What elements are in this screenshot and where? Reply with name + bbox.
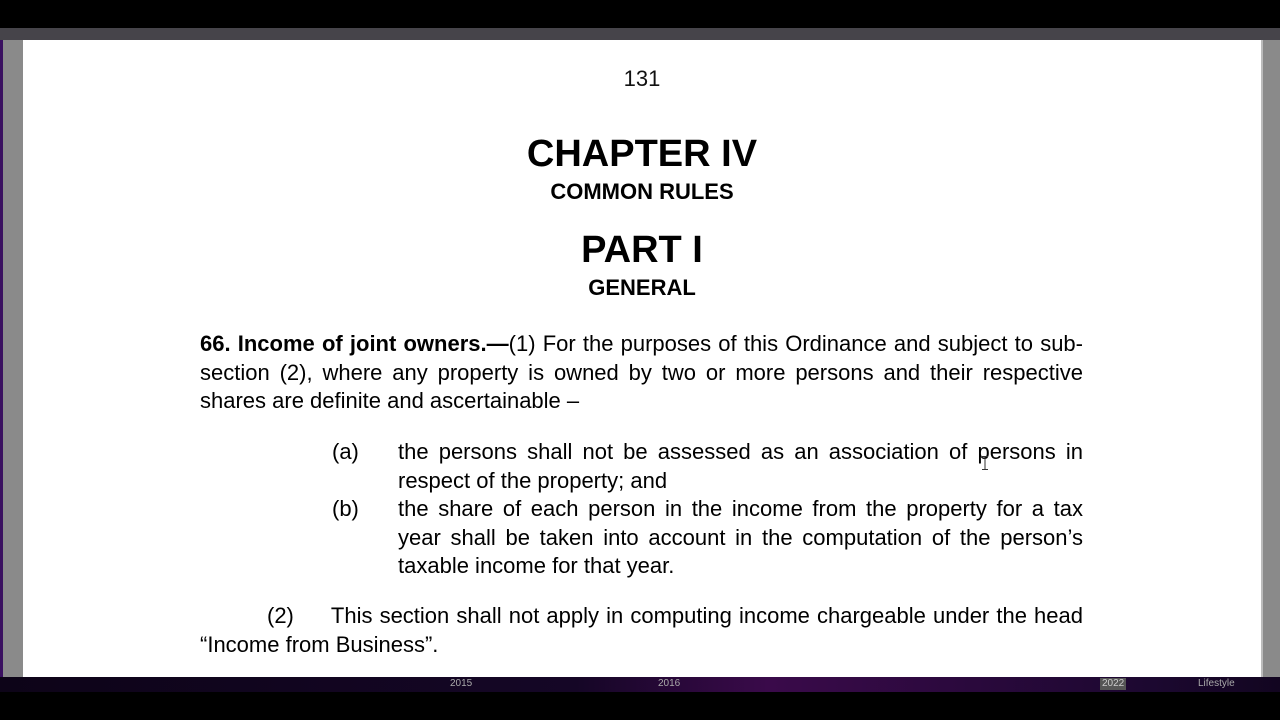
background-label: 2022 bbox=[1102, 678, 1125, 689]
clause-a bbox=[332, 438, 1083, 495]
clause-text: the share of each person in the income from the property for a tax year shall be taken into account in the computation of the person’s taxable income for that year. bbox=[398, 496, 1083, 578]
part-subtitle: GENERAL bbox=[588, 275, 696, 300]
clause-b bbox=[332, 495, 1083, 581]
subsection-2 bbox=[200, 602, 1083, 659]
subsection-text: This section shall not apply in computing income chargeable under the head “Income from Business”. bbox=[200, 603, 1083, 657]
clause-label: (a) bbox=[332, 439, 359, 464]
clause-label: (b) bbox=[332, 496, 359, 521]
viewer-left-margin bbox=[3, 40, 23, 677]
part-title: PART I bbox=[581, 229, 703, 271]
section-heading: 66. Income of joint owners.— bbox=[200, 331, 509, 356]
background-label: 2016 bbox=[658, 678, 681, 689]
scrollbar[interactable] bbox=[1261, 40, 1280, 677]
page-number: 131 bbox=[623, 66, 661, 91]
chapter-title: CHAPTER IV bbox=[526, 133, 758, 175]
viewer-toolbar bbox=[0, 28, 1280, 40]
background-label: 2015 bbox=[450, 678, 473, 689]
section-66-intro bbox=[200, 330, 1083, 416]
text-cursor-icon bbox=[982, 456, 988, 470]
subsection-label: (2) bbox=[267, 603, 294, 628]
background-taskbar bbox=[0, 677, 1280, 692]
document-page bbox=[23, 40, 1261, 677]
background-label: Lifestyle bbox=[1198, 678, 1235, 689]
section-intro-text: (1) For the purposes of this Ordinance and subject to sub-section (2), where any property is owned by two or more persons and their respective shares are definite and ascertainable – bbox=[200, 331, 1083, 413]
chapter-subtitle: COMMON RULES bbox=[550, 179, 734, 204]
clause-text: the persons shall not be assessed as an association of persons in respect of the property; and bbox=[398, 439, 1083, 493]
